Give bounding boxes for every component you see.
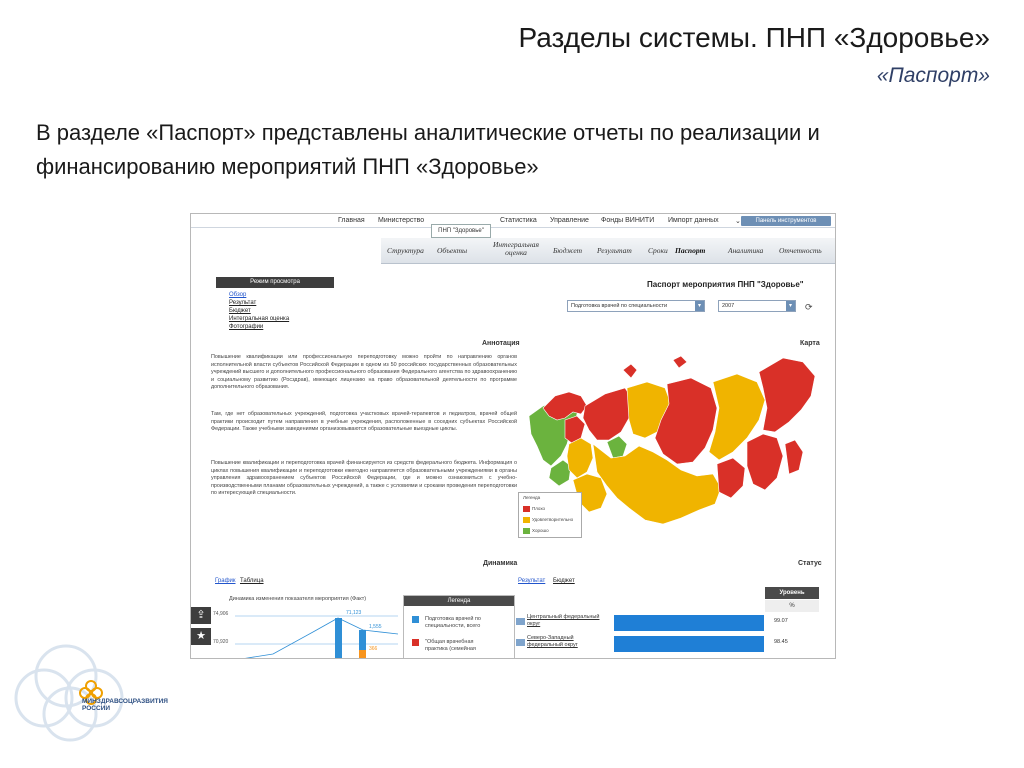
year-select-value: 2007 — [722, 303, 735, 309]
tab-table[interactable]: Таблица — [240, 578, 264, 584]
y-tick-label: 70,920 — [213, 639, 229, 645]
map-region-bad[interactable] — [747, 434, 783, 490]
logo-text — [82, 698, 168, 712]
dynamics-label: Динамика — [483, 560, 518, 567]
status-row-value: 99.07 — [774, 618, 788, 624]
view-mode-budget-link[interactable]: Бюджет — [229, 308, 251, 314]
map-region-bad[interactable] — [759, 358, 815, 432]
status-row-name[interactable]: Северо-Западный федеральный округ — [527, 635, 578, 648]
map-legend-item: Удовлетворительно — [523, 517, 573, 523]
tab-passport[interactable]: Паспорт — [675, 246, 706, 255]
legend-swatch-good — [523, 528, 530, 534]
dynamics-legend-item: Подготовка врачей по специальности, всего — [412, 616, 495, 630]
tab-pnp-health[interactable]: ПНП "Здоровье" — [431, 224, 491, 238]
tab-budget[interactable]: Бюджет — [553, 246, 583, 255]
bar-value-label: 71,123 — [346, 610, 362, 616]
map-region-bad[interactable] — [623, 364, 637, 378]
legend-swatch-red — [412, 639, 419, 646]
app-screenshot — [190, 213, 836, 659]
legend-swatch-bad — [523, 506, 530, 512]
section-navigation — [381, 238, 836, 264]
folder-icon — [516, 618, 525, 625]
chart-bar[interactable] — [335, 618, 342, 659]
tab-deadlines[interactable]: Сроки — [648, 246, 668, 255]
chart-caption: Динамика изменения показателя мероприятия (Факт) — [229, 596, 367, 602]
passport-title: Паспорт мероприятия ПНП "Здоровье" — [647, 280, 804, 289]
map-region-bad[interactable] — [717, 458, 745, 498]
chevron-down-icon[interactable]: ⌄ — [735, 218, 741, 225]
map-label: Карта — [800, 340, 820, 347]
map-region-bad[interactable] — [785, 440, 803, 474]
tab-status-result[interactable]: Результат — [518, 578, 546, 584]
topnav-import[interactable]: Импорт данных — [668, 217, 719, 224]
level-unit: % — [765, 600, 819, 612]
status-label: Статус — [798, 560, 822, 567]
topnav-management[interactable]: Управление — [550, 217, 589, 224]
status-bar — [614, 636, 764, 652]
view-mode-photos-link[interactable]: Фотографии — [229, 324, 264, 330]
map-legend — [518, 492, 582, 538]
view-mode-integral-link[interactable]: Интегральная оценка — [229, 316, 290, 322]
map-legend-item: Плохо — [523, 506, 545, 512]
dynamics-chart — [213, 602, 403, 659]
annotation-paragraph: Повышение квалификации или профессиональную переподготовку можно пройти по направлению органов исполнительной власти субъектов Российской Федерации в одном из 50 российских государственных образовательных учреждений высшего и дополнительного профессионального образования Федерального агентства по здравоохранению и социальному развитию (Росздрав), имеющих лицензию на право образовательной деятельности по программе дополнительного образования. — [211, 354, 517, 390]
topnav-ministry[interactable]: Министерство — [378, 217, 425, 224]
topnav-home[interactable]: Главная — [338, 217, 365, 224]
view-mode-result-link[interactable]: Результат — [229, 300, 257, 306]
chart-bar[interactable] — [359, 650, 366, 659]
view-mode-header: Режим просмотра — [216, 277, 334, 288]
dynamics-legend — [403, 595, 515, 659]
logo-line1: МИНЗДРАВСОЦРАЗВИТИЯ — [82, 698, 168, 705]
folder-icon — [516, 639, 525, 646]
y-tick-label: 74,906 — [213, 611, 229, 617]
chevron-down-icon: ▾ — [695, 301, 704, 311]
star-icon[interactable]: ★ — [191, 628, 211, 645]
annotation-paragraph: Там, где нет образовательных учреждений, подготовка участковых врачей-терапевтов и педиатров, врачей общей практики происходит путем направления в учебные учреждения, расположенные в соседних субъектах Российской Федерации. Также учебными заведениями организовываются образовательные выездные циклы. — [211, 411, 517, 432]
map-legend-title: Легенда — [523, 495, 541, 500]
tab-chart[interactable]: График — [215, 578, 236, 584]
annotation-label: Аннотация — [482, 340, 520, 347]
map-region-bad[interactable] — [543, 392, 587, 420]
event-select-value: Подготовка врачей по специальности — [571, 303, 668, 309]
view-mode-overview-link[interactable]: Обзор — [229, 292, 247, 298]
tab-objects[interactable]: Объекты — [437, 246, 468, 255]
year-select[interactable] — [718, 300, 796, 312]
refresh-icon[interactable]: ⟳ — [805, 302, 813, 312]
map-region-ok[interactable] — [567, 438, 593, 478]
map-region-bad[interactable] — [583, 388, 633, 440]
dynamics-legend-title: Легенда — [404, 596, 514, 606]
dynamics-legend-item: "Общая врачебная практика (семейная — [412, 639, 495, 653]
tab-integral-score[interactable]: Интегральная оценка — [493, 240, 539, 257]
tab-result[interactable]: Результат — [597, 246, 632, 255]
ministry-logo — [14, 636, 164, 756]
tab-structure[interactable]: Структура — [387, 246, 424, 255]
chevron-down-icon: ▾ — [786, 301, 795, 311]
annotation-paragraph: Повышение квалификации и переподготовка врачей финансируется из средств федерального бюджета. Информация о циклах повышения квалификации и переподготовки ежегодно направляется образовательными учреждениями в органы управления здравоохранением субъектов Российской Федерации, где и можно ознакомиться с учебно-производственными планами образовательных учреждений, а также с условиями и сроками проведения переподготовки по интересующей специальности. — [211, 460, 517, 496]
slide-title: Разделы системы. ПНП «Здоровье» — [518, 22, 990, 53]
status-row-name[interactable]: Центральный федеральный округ — [527, 614, 600, 627]
tools-panel-button[interactable]: Панель инструментов — [741, 216, 831, 226]
topnav-statistics[interactable]: Статистика — [500, 217, 537, 224]
status-row-value: 98.45 — [774, 639, 788, 645]
topnav-viniti[interactable]: Фонды ВИНИТИ — [601, 217, 655, 224]
event-select[interactable] — [567, 300, 705, 312]
bar-value-label: 366 — [369, 646, 378, 652]
upload-icon[interactable]: ⇪ — [191, 607, 211, 624]
map-region-bad[interactable] — [673, 356, 687, 368]
tab-status-budget[interactable]: Бюджет — [553, 578, 575, 584]
top-navigation — [191, 214, 835, 228]
bar-value-label: 1,555 — [369, 624, 382, 630]
slide-body-text: В разделе «Паспорт» представлены аналитические отчеты по реализации и финансированию мероприятий ПНП «Здоровье» — [36, 120, 820, 179]
tab-reports[interactable]: Отчетность — [779, 246, 822, 255]
legend-swatch-ok — [523, 517, 530, 523]
legend-swatch-blue — [412, 616, 419, 623]
logo-line2: РОССИИ — [82, 705, 111, 712]
level-header: Уровень — [765, 587, 819, 599]
tab-analytics[interactable]: Аналитика — [728, 246, 764, 255]
slide-subtitle: «Паспорт» — [876, 64, 990, 87]
status-bar — [614, 615, 764, 631]
map-legend-item: Хорошо — [523, 528, 549, 534]
